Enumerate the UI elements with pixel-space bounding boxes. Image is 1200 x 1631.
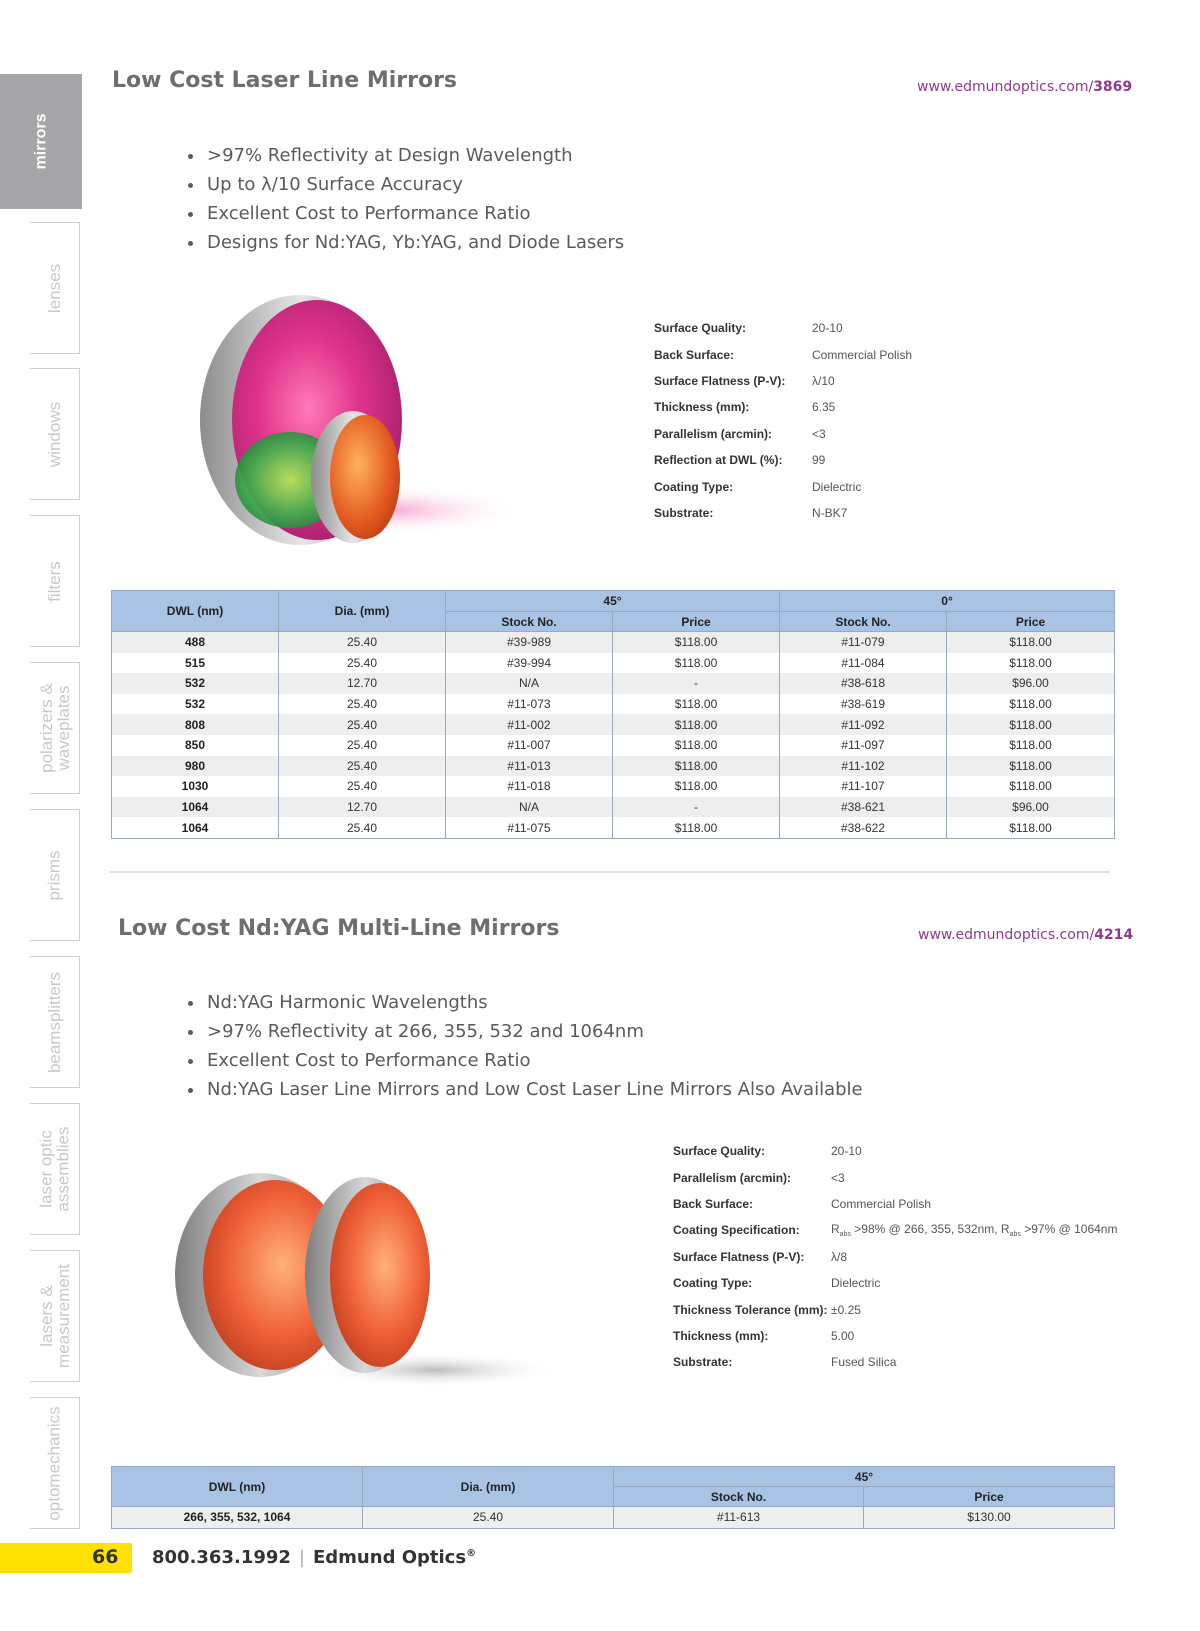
spec-row <box>673 1323 1117 1349</box>
column-header-dwl: DWL (nm) <box>112 1467 363 1507</box>
spec-row <box>673 1270 1117 1296</box>
table-cell: #11-613 <box>614 1507 864 1529</box>
table-row <box>112 653 1115 674</box>
table-cell: $118.00 <box>947 817 1115 838</box>
table-cell: $118.00 <box>947 776 1115 797</box>
spec-label: Surface Quality: <box>673 1144 766 1159</box>
table-row <box>112 694 1115 715</box>
table-cell: 488 <box>112 632 279 653</box>
spec-row <box>673 1296 1117 1322</box>
tab-filters[interactable] <box>30 515 80 647</box>
table-cell: 25.40 <box>279 817 446 838</box>
spec-row <box>654 421 912 447</box>
column-group-45-degree: 45° <box>614 1467 1115 1487</box>
tab-label: windows <box>45 401 65 467</box>
tab-polarizers[interactable] <box>30 662 80 794</box>
pricing-table <box>111 590 1115 839</box>
table-cell: 808 <box>112 714 279 735</box>
table-cell: #38-622 <box>780 817 947 838</box>
table-cell: #38-619 <box>780 694 947 715</box>
product-link[interactable]: www.edmundoptics.com/4214 <box>918 927 1134 943</box>
column-header-price: Price <box>613 612 780 632</box>
table-cell: #39-994 <box>446 653 613 674</box>
table-cell: #11-007 <box>446 735 613 756</box>
spec-row <box>673 1244 1117 1270</box>
table-cell: #11-092 <box>780 714 947 735</box>
column-header-price: Price <box>947 612 1115 632</box>
spec-value: 5.00 <box>831 1328 855 1343</box>
table-cell: $96.00 <box>947 797 1115 818</box>
spec-label: Coating Specification: <box>673 1223 800 1238</box>
spec-value: N-BK7 <box>812 505 848 520</box>
tab-label: prisms <box>45 849 64 901</box>
table-cell: $118.00 <box>947 714 1115 735</box>
spec-value: 20-10 <box>812 321 843 336</box>
table-cell: $96.00 <box>947 673 1115 694</box>
table-cell: #38-621 <box>780 797 947 818</box>
table-cell: $118.00 <box>613 632 780 653</box>
tab-label: filters <box>45 560 64 602</box>
table-cell: $118.00 <box>947 632 1115 653</box>
table-cell: #38-618 <box>780 673 947 694</box>
column-header-stock-no: Stock No. <box>780 612 947 632</box>
spec-label: Thickness (mm): <box>673 1328 769 1343</box>
table-row <box>112 756 1115 777</box>
table-cell: $130.00 <box>864 1507 1115 1529</box>
table-cell: 1064 <box>112 797 279 818</box>
tab-label: polarizers & waveplates <box>36 683 73 773</box>
table-cell: #11-102 <box>780 756 947 777</box>
table-cell: 266, 355, 532, 1064 <box>112 1507 363 1529</box>
table-cell: 532 <box>112 673 279 694</box>
feature-item: • >97% Reflectivity at 266, 355, 532 and 1064nm <box>205 1017 863 1046</box>
column-header-diameter: Dia. (mm) <box>363 1467 614 1507</box>
spec-value: Dielectric <box>831 1276 881 1291</box>
spec-value: 6.35 <box>812 400 836 415</box>
spec-label: Parallelism (arcmin): <box>654 426 773 441</box>
specifications-table <box>654 315 912 526</box>
table-row <box>112 735 1115 756</box>
table-cell: 980 <box>112 756 279 777</box>
table-cell: N/A <box>446 797 613 818</box>
specifications-table <box>673 1138 1117 1376</box>
spec-label: Back Surface: <box>654 347 735 362</box>
spec-value: $R_{abs} >98\%$ @ 266, 355, 532nm, $R_{abs} >97\%$ @ 1064nm <box>831 1222 1118 1239</box>
table-row <box>112 632 1115 653</box>
table-cell: #11-097 <box>780 735 947 756</box>
table-cell: $118.00 <box>947 735 1115 756</box>
table-cell: 25.40 <box>279 714 446 735</box>
spec-label: Reflection at DWL (%): <box>654 453 783 468</box>
spec-row <box>654 315 912 341</box>
phone-number: 800.363.1992 <box>152 1547 291 1568</box>
product-link[interactable]: www.edmundoptics.com/3869 <box>917 79 1133 95</box>
spec-value: Dielectric <box>812 479 862 494</box>
tab-optomechanics[interactable] <box>30 1397 80 1529</box>
tab-lasers[interactable] <box>30 1250 80 1382</box>
table-cell: 1064 <box>112 817 279 838</box>
table-cell: 25.40 <box>279 632 446 653</box>
spec-row <box>673 1217 1117 1243</box>
spec-value: <3 <box>812 426 826 441</box>
spec-row <box>673 1164 1117 1190</box>
table-cell: 25.40 <box>363 1507 614 1529</box>
table-row <box>112 673 1115 694</box>
spec-label: Back Surface: <box>673 1196 754 1211</box>
table-cell: $118.00 <box>613 714 780 735</box>
tab-label: lenses <box>45 263 65 313</box>
table-cell: 532 <box>112 694 279 715</box>
spec-label: Coating Type: <box>673 1276 753 1291</box>
spec-label: Coating Type: <box>654 479 734 494</box>
spec-value: <3 <box>831 1170 845 1185</box>
table-cell: #11-075 <box>446 817 613 838</box>
tab-lenses[interactable] <box>30 222 80 354</box>
section-title: Low Cost Nd:YAG Multi-Line Mirrors <box>118 916 560 941</box>
feature-item: • Excellent Cost to Performance Ratio <box>205 1046 863 1075</box>
section-divider <box>110 871 1110 873</box>
column-group-0-degree: 0° <box>780 591 1115 612</box>
table-cell: - <box>613 673 780 694</box>
spec-value: Commercial Polish <box>831 1196 932 1211</box>
spec-row <box>673 1191 1117 1217</box>
table-cell: - <box>613 797 780 818</box>
table-cell: 12.70 <box>279 797 446 818</box>
feature-list <box>185 141 624 257</box>
spec-label: Thickness Tolerance (mm): <box>673 1302 828 1317</box>
table-row <box>112 797 1115 818</box>
spec-label: Parallelism (arcmin): <box>673 1170 792 1185</box>
tab-laser[interactable] <box>30 1103 80 1235</box>
table-cell: $118.00 <box>613 776 780 797</box>
spec-label: Substrate: <box>673 1355 733 1370</box>
table-cell: $118.00 <box>613 694 780 715</box>
tab-mirrors[interactable] <box>0 74 82 209</box>
feature-item: • Nd:YAG Harmonic Wavelengths <box>205 988 863 1017</box>
table-cell: #11-084 <box>780 653 947 674</box>
table-cell: $118.00 <box>947 653 1115 674</box>
table-row <box>112 817 1115 838</box>
table-cell: 25.40 <box>279 776 446 797</box>
table-cell: $118.00 <box>613 756 780 777</box>
table-cell: $118.00 <box>613 653 780 674</box>
table-cell: 12.70 <box>279 673 446 694</box>
table-cell: $118.00 <box>613 735 780 756</box>
table-cell: $118.00 <box>613 817 780 838</box>
brand-name: Edmund Optics <box>313 1547 467 1568</box>
footer-contact: 800.363.1992 | Edmund Optics® <box>152 1547 477 1568</box>
tab-label: beamsplitters <box>45 971 65 1073</box>
spec-row <box>673 1138 1117 1164</box>
table-cell: #11-107 <box>780 776 947 797</box>
spec-row <box>654 447 912 473</box>
laser-line-mirror-image <box>195 285 525 595</box>
table-cell: #11-002 <box>446 714 613 735</box>
table-row <box>112 714 1115 735</box>
spec-value: λ/10 <box>812 373 835 388</box>
multi-line-mirror-image <box>175 1170 565 1400</box>
feature-item: • Up to λ/10 Surface Accuracy <box>205 170 624 199</box>
table-cell: 25.40 <box>279 694 446 715</box>
feature-list <box>185 988 863 1104</box>
feature-item: • >97% Reflectivity at Design Wavelength <box>205 141 624 170</box>
column-header-price: Price <box>864 1487 1115 1507</box>
table-cell: 25.40 <box>279 653 446 674</box>
spec-row <box>673 1349 1117 1375</box>
tab-label: optomechanics <box>45 1405 64 1521</box>
spec-value: λ/8 <box>831 1249 848 1264</box>
table-cell: #11-018 <box>446 776 613 797</box>
table-cell: #11-073 <box>446 694 613 715</box>
spec-value: ±0.25 <box>831 1302 861 1317</box>
tab-windows[interactable] <box>30 368 80 500</box>
table-cell: 1030 <box>112 776 279 797</box>
spec-row <box>654 500 912 526</box>
spec-label: Substrate: <box>654 505 714 520</box>
spec-row <box>654 394 912 420</box>
spec-value: 20-10 <box>831 1144 862 1159</box>
column-header-stock-no: Stock No. <box>446 612 613 632</box>
table-row <box>112 1507 1115 1529</box>
table-cell: $118.00 <box>947 694 1115 715</box>
spec-row <box>654 473 912 499</box>
table-cell: N/A <box>446 673 613 694</box>
spec-label: Thickness (mm): <box>654 400 750 415</box>
spec-row <box>654 341 912 367</box>
table-cell: #11-013 <box>446 756 613 777</box>
column-header-diameter: Dia. (mm) <box>279 591 446 632</box>
page-number: 66 <box>92 1546 119 1568</box>
table-row <box>112 776 1115 797</box>
section-title: Low Cost Laser Line Mirrors <box>112 68 458 93</box>
tab-prisms[interactable] <box>30 809 80 941</box>
spec-label: Surface Flatness (P-V): <box>654 373 786 388</box>
tab-label: lasers & measurement <box>36 1264 73 1368</box>
table-cell: 25.40 <box>279 735 446 756</box>
table-cell: 850 <box>112 735 279 756</box>
column-header-stock-no: Stock No. <box>614 1487 864 1507</box>
table-cell: 25.40 <box>279 756 446 777</box>
table-cell: $118.00 <box>947 756 1115 777</box>
tab-beamsplitters[interactable] <box>30 956 80 1088</box>
feature-item: • Nd:YAG Laser Line Mirrors and Low Cost Laser Line Mirrors Also Available <box>205 1075 863 1104</box>
spec-value: Fused Silica <box>831 1355 897 1370</box>
pricing-table <box>111 1466 1115 1529</box>
column-header-dwl: DWL (nm) <box>112 591 279 632</box>
spec-label: Surface Flatness (P-V): <box>673 1249 805 1264</box>
tab-label: laser optic assemblies <box>36 1126 73 1212</box>
table-cell: 515 <box>112 653 279 674</box>
spec-row <box>654 368 912 394</box>
table-cell: #39-989 <box>446 632 613 653</box>
table-cell: #11-079 <box>780 632 947 653</box>
tab-label: mirrors <box>32 113 50 170</box>
feature-item: • Excellent Cost to Performance Ratio <box>205 199 624 228</box>
column-group-45-degree: 45° <box>446 591 780 612</box>
spec-value: 99 <box>812 453 826 468</box>
spec-label: Surface Quality: <box>654 321 747 336</box>
feature-item: • Designs for Nd:YAG, Yb:YAG, and Diode Lasers <box>205 228 624 257</box>
spec-value: Commercial Polish <box>812 347 913 362</box>
